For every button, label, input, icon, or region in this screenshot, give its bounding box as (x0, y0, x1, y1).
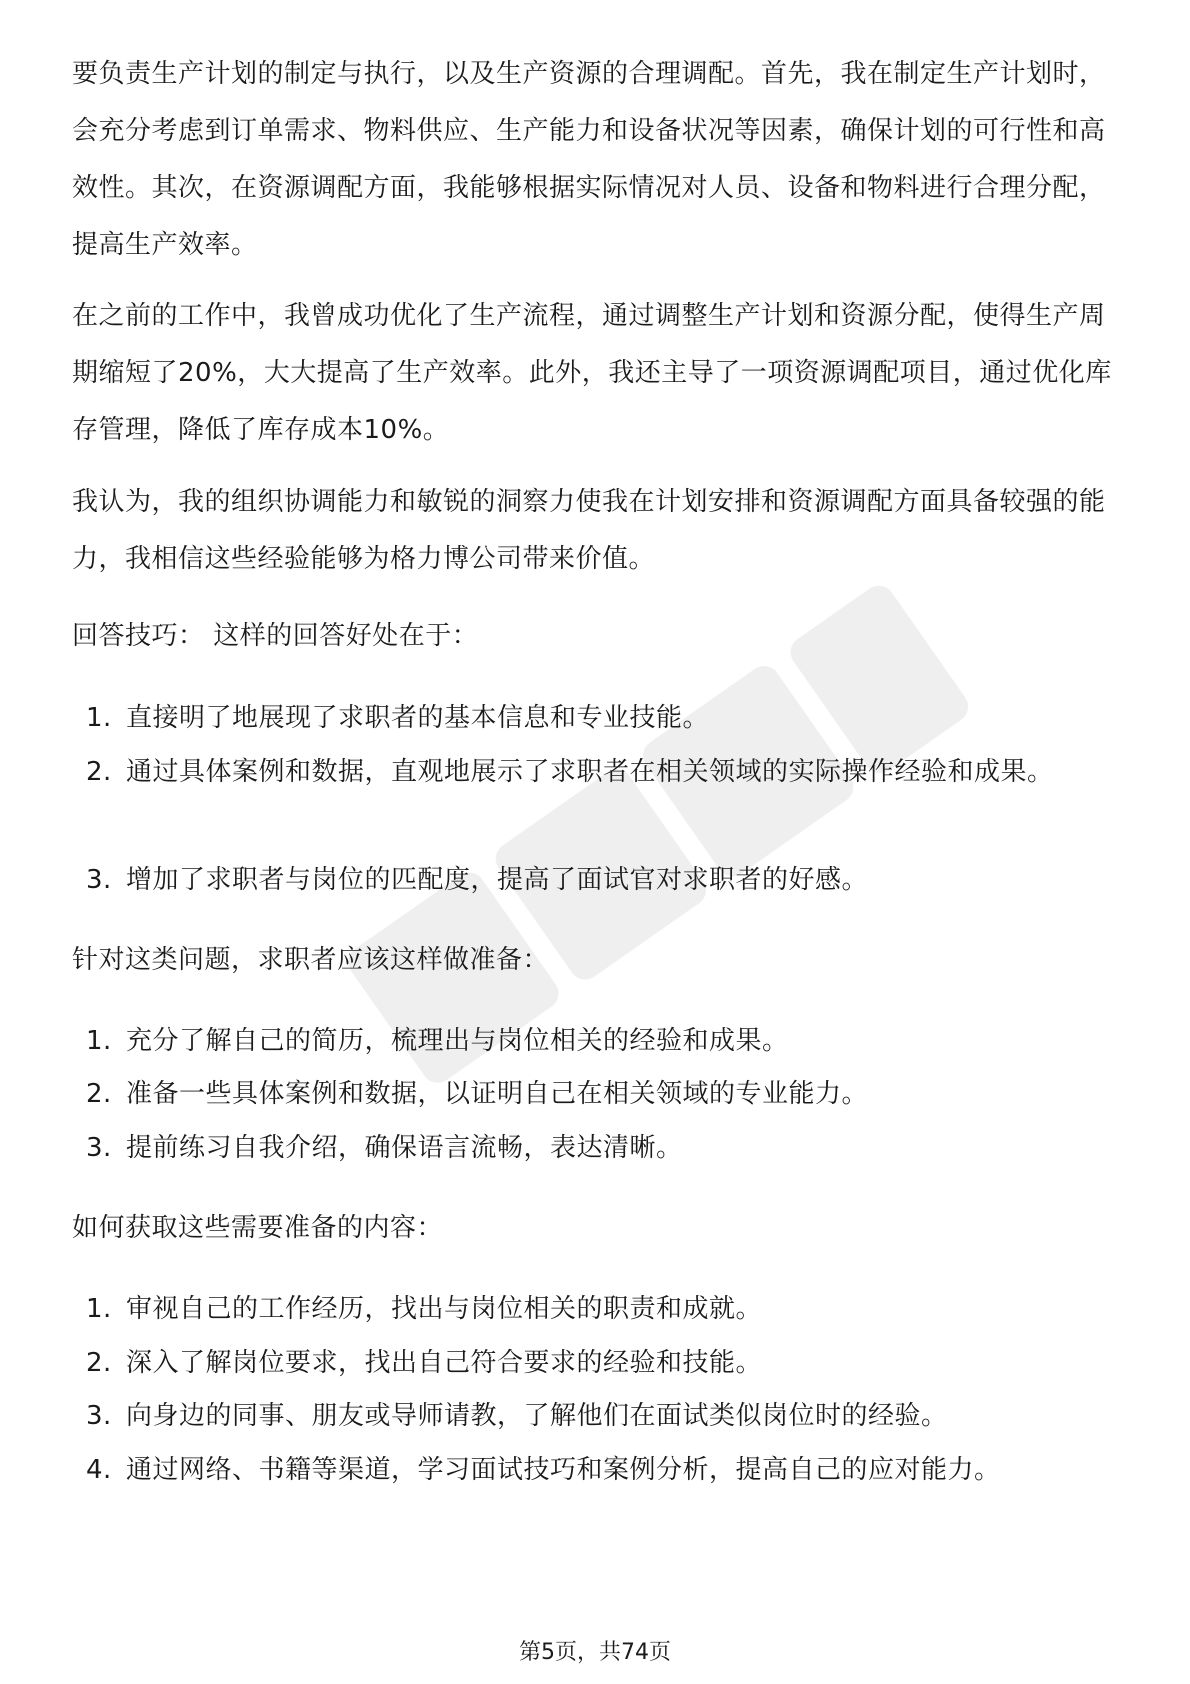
prep-heading: 针对这类问题，求职者应该这样做准备： (72, 945, 550, 975)
list-number: 1. (86, 703, 112, 733)
list-number: 2. (86, 757, 112, 787)
list-text: 审视自己的工作经历，找出与岗位相关的职责和成就。 (126, 1294, 763, 1324)
list-number: 1. (86, 1026, 112, 1056)
body-paragraph-1: 要负责生产计划的制定与执行，以及生产资源的合理调配。首先，我在制定生产计划时，会充分考虑到订单需求、物料供应、生产能力和设备状况等因素，确保计划的可行性和高效性。其次，在资源调配方面，我能够根据实际情况对人员、设备和物料进行合理分配，提高生产效率。 (72, 59, 1106, 260)
page-footer: 第5页，共74页 (519, 1640, 671, 1665)
tips-heading: 回答技巧： 这样的回答好处在于： (72, 621, 479, 651)
list-text: 直接明了地展现了求职者的基本信息和专业技能。 (126, 703, 710, 733)
list-text: 准备一些具体案例和数据，以证明自己在相关领域的专业能力。 (126, 1079, 869, 1109)
list-text: 向身边的同事、朋友或导师请教，了解他们在面试类似岗位时的经验。 (126, 1401, 948, 1431)
list-number: 3. (86, 865, 112, 895)
body-paragraph-2: 在之前的工作中，我曾成功优化了生产流程，通过调整生产计划和资源分配，使得生产周期缩短了20%，大大提高了生产效率。此外，我还主导了一项资源调配项目，通过优化库存管理，降低了库存成本10%。 (72, 301, 1112, 445)
list-number: 1. (86, 1294, 112, 1324)
list-text: 通过具体案例和数据，直观地展示了求职者在相关领域的实际操作经验和成果。 (126, 757, 1054, 787)
list-text: 深入了解岗位要求，找出自己符合要求的经验和技能。 (126, 1348, 763, 1378)
body-paragraph-3: 我认为，我的组织协调能力和敏锐的洞察力使我在计划安排和资源调配方面具备较强的能力，我相信这些经验能够为格力博公司带来价值。 (72, 487, 1106, 574)
list-number: 3. (86, 1401, 112, 1431)
list-text: 通过网络、书籍等渠道，学习面试技巧和案例分析，提高自己的应对能力。 (126, 1455, 1001, 1485)
list-text: 提前练习自我介绍，确保语言流畅，表达清晰。 (126, 1133, 683, 1163)
list-number: 2. (86, 1348, 112, 1378)
list-number: 3. (86, 1133, 112, 1163)
list-text: 增加了求职者与岗位的匹配度，提高了面试官对求职者的好感。 (126, 865, 869, 895)
list-text: 充分了解自己的简历，梳理出与岗位相关的经验和成果。 (126, 1026, 789, 1056)
obtain-heading: 如何获取这些需要准备的内容： (72, 1213, 444, 1243)
list-number: 2. (86, 1079, 112, 1109)
list-number: 4. (86, 1455, 112, 1485)
